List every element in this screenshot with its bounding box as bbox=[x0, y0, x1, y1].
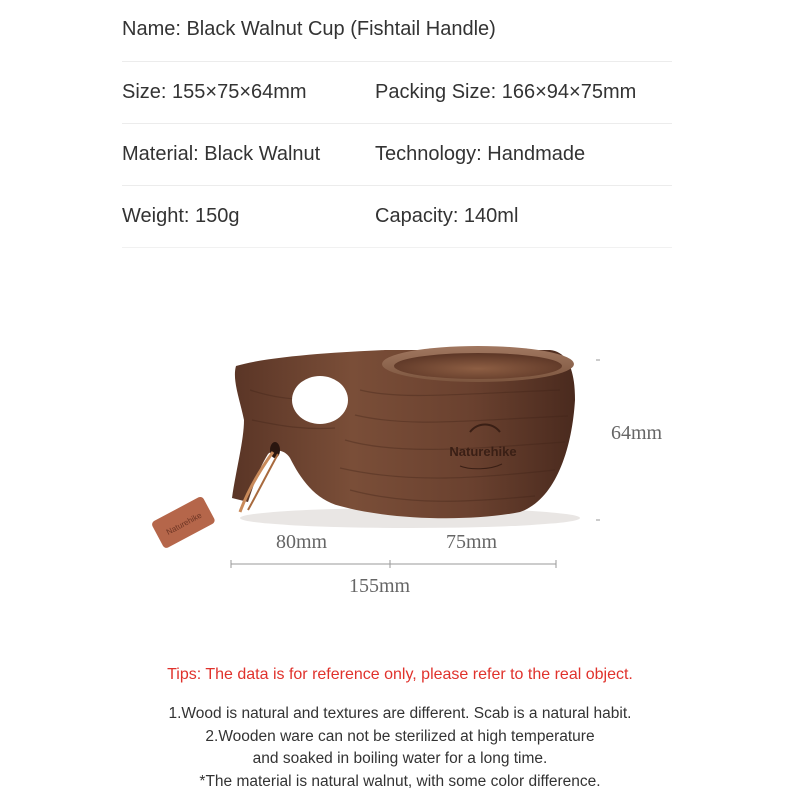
spec-row-size bbox=[122, 62, 672, 124]
spec-capacity: Capacity: 140ml bbox=[375, 205, 519, 227]
cup-length-label: 75mm bbox=[446, 531, 498, 553]
cup-inside bbox=[394, 353, 562, 379]
total-length-label: 155mm bbox=[349, 575, 411, 597]
tips-text: Tips: The data is for reference only, please refer to the real object. bbox=[167, 666, 633, 683]
spec-row-weight bbox=[122, 186, 672, 248]
spec-name: Name: Black Walnut Cup (Fishtail Handle) bbox=[122, 18, 496, 40]
length-dimension-line bbox=[228, 556, 560, 572]
care-notes bbox=[0, 703, 800, 793]
walnut-cup-illustration bbox=[140, 330, 600, 570]
handle-length-label: 80mm bbox=[276, 531, 328, 553]
note-line: 1.Wood is natural and textures are different. Scab is a natural habit. bbox=[168, 705, 632, 722]
spec-material: Material: Black Walnut bbox=[122, 143, 321, 165]
spec-table bbox=[122, 0, 672, 248]
height-dimension-line bbox=[596, 360, 600, 520]
spec-row-name bbox=[122, 0, 672, 62]
spec-weight: Weight: 150g bbox=[122, 205, 240, 227]
spec-size: Size: 155×75×64mm bbox=[122, 81, 307, 103]
note-line: 2.Wooden ware can not be sterilized at high temperature bbox=[205, 727, 595, 745]
product-image bbox=[140, 330, 600, 570]
spec-technology: Technology: Handmade bbox=[375, 143, 586, 165]
spec-packing-size: Packing Size: 166×94×75mm bbox=[375, 81, 637, 103]
note-line: and soaked in boiling water for a long time. bbox=[252, 750, 548, 767]
spec-row-material bbox=[122, 124, 672, 186]
thumb-hole bbox=[292, 376, 348, 424]
tag-text: Naturehike bbox=[164, 510, 204, 537]
note-line: *The material is natural walnut, with some color difference. bbox=[199, 772, 601, 790]
leather-tag bbox=[151, 496, 216, 550]
brand-engraving: Naturehike bbox=[449, 444, 517, 459]
height-label: 64mm bbox=[611, 422, 663, 444]
